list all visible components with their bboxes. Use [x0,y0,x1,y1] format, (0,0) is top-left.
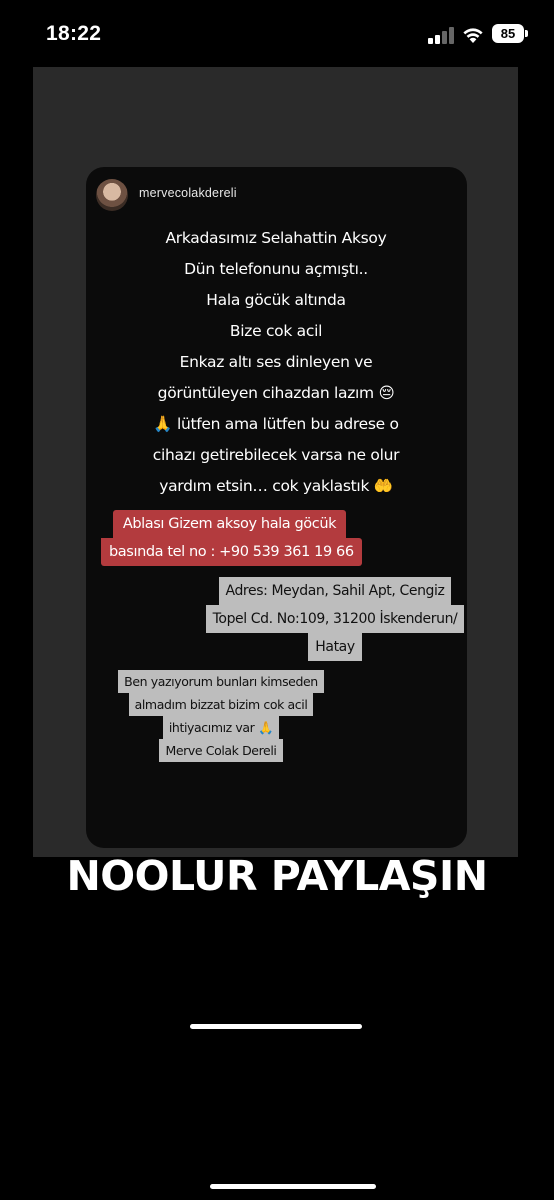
message-line: Hala göcük altında [206,291,346,309]
message-line: Arkadasımız Selahattin Aksoy [165,229,387,247]
note-tag [111,670,331,762]
address-tag [204,577,466,661]
note-tag-line: Ben yazıyorum bunları kimseden [118,670,324,693]
story-message [126,223,426,502]
message-line: cihazı getirebilecek varsa ne olur [152,446,400,464]
status-bar [0,0,554,68]
note-tag-line: almadım bizzat bizim cok acil [129,693,314,716]
address-tag-line: Adres: Meydan, Sahil Apt, Cengiz [219,577,452,605]
phone-tag [101,510,358,566]
message-line: Bize cok acil [229,322,323,340]
phone-tag-line: Ablası Gizem aksoy hala göcük [113,510,346,538]
message-line: görüntüleyen cihazdan lazım 😔 [157,384,395,402]
message-line: Enkaz altı ses dinleyen ve [179,353,373,371]
address-tag-line: Hatay [308,633,361,661]
cellular-signal-icon [428,26,456,44]
address-tag-line: Topel Cd. No:109, 31200 İskenderun/ [206,605,465,633]
home-indicator-bottom[interactable] [210,1184,376,1189]
wifi-icon [461,24,485,44]
story-card [86,167,467,848]
avatar[interactable] [96,179,128,211]
note-tag-line: Merve Colak Dereli [159,739,282,762]
phone-tag-line: basında tel no : +90 539 361 19 66 [101,538,362,566]
message-line: 🙏 lütfen ama lütfen bu adrese o [153,415,399,433]
home-indicator[interactable] [190,1024,362,1029]
message-line: yardım etsin… cok yaklastık 🤲 [159,477,393,495]
username[interactable]: mervecolakdereli [139,186,237,200]
message-line: Dün telefonunu açmıştı.. [184,260,368,278]
clock: 18:22 [46,22,102,45]
headline: NOOLUR PAYLAŞIN [66,852,488,900]
battery-icon: 85 [492,24,524,43]
note-tag-line: ihtiyacımız var 🙏 [163,716,279,739]
battery-tip [525,30,528,37]
